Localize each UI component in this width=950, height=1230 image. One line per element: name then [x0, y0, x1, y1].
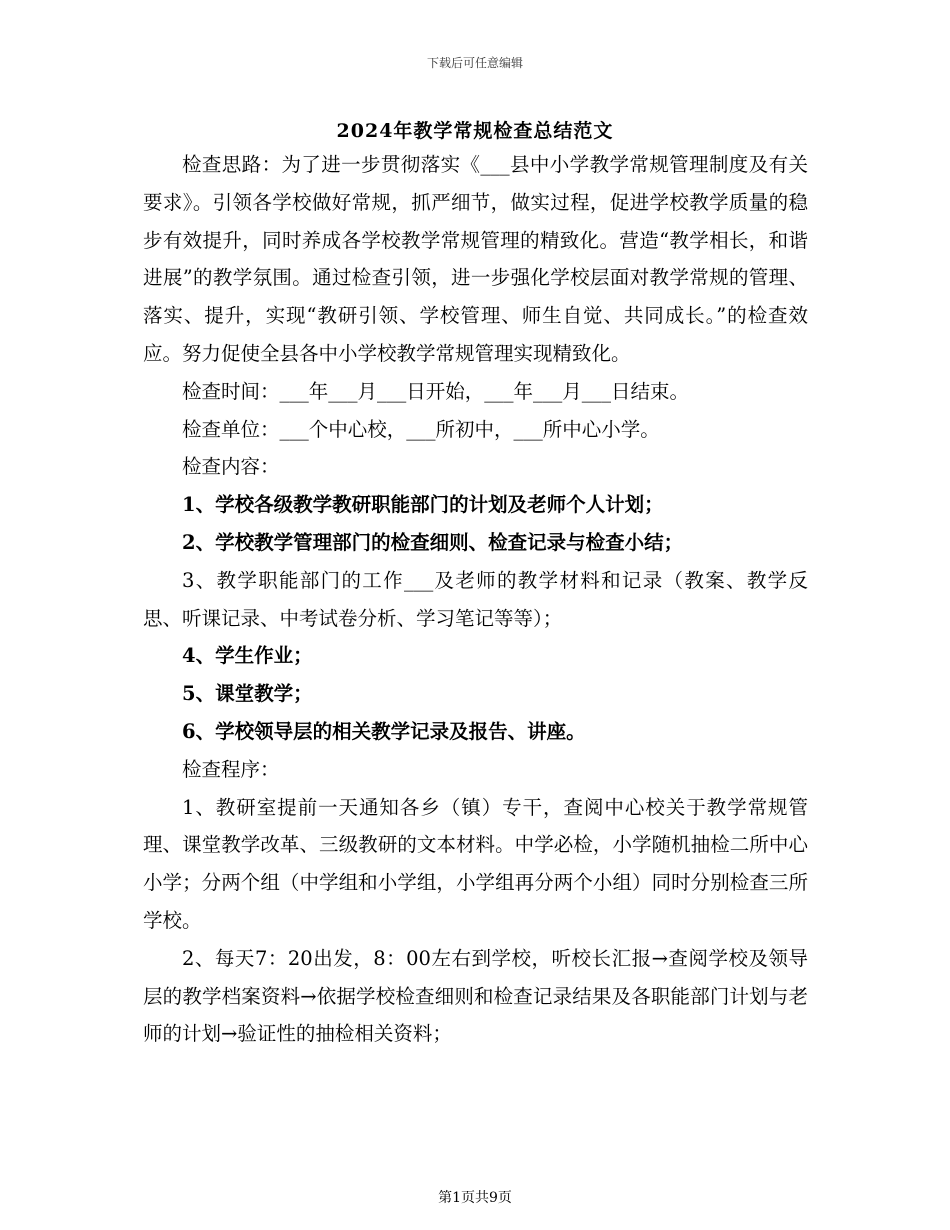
paragraph-time: 检查时间：___年___月___日开始，___年___月___日结束。 — [182, 379, 690, 403]
content-item-5: 5、课堂教学； — [182, 682, 313, 706]
procedure-item-2: 2、每天7：20出发，8：00左右到学校，听校长汇报→查阅学校及领导层的教学档案资料→依据学校检查细则和检查记录结果及各职能部门计划与老师的计划→验证性的抽检相关资料； — [143, 946, 808, 1046]
document-body — [143, 146, 808, 1053]
paragraph-intro: 检查思路：为了进一步贯彻落实《___县中小学教学常规管理制度及有关要求》。引领各学校做好常规，抓严细节，做实过程，促进学校教学质量的稳步有效提升，同时养成各学校教学常规管理的精致化。营造“教学相长，和谐进展”的教学氛围。通过检查引领，进一步强化学校层面对教学常规的管理、落实、提升，实现“教研引领、学校管理、师生自觉、共同成长。”的检查效应。努力促使全县各中小学校教学常规管理实现精致化。 — [143, 153, 808, 365]
paragraph-content-heading: 检查内容： — [182, 455, 280, 479]
procedure-item-1: 1、教研室提前一天通知各乡（镇）专干，查阅中心校关于教学常规管理、课堂教学改革、三级教研的文本材料。中学必检，小学随机抽检二所中心小学；分两个组（中学组和小学组，小学组再分两个小组）同时分别检查三所学校。 — [143, 795, 808, 932]
content-item-6: 6、学校领导层的相关教学记录及报告、讲座。 — [182, 719, 586, 743]
content-item-1: 1、学校各级教学教研职能部门的计划及老师个人计划； — [182, 493, 664, 517]
paragraph-procedure-heading: 检查程序： — [182, 757, 280, 781]
content-item-3: 3、教学职能部门的工作___及老师的教学材料和记录（教案、教学反思、听课记录、中考试卷分析、学习笔记等等）； — [143, 568, 808, 630]
document-title: 2024年教学常规检查总结范文 — [336, 120, 614, 142]
header-note: 下载后可任意编辑 — [426, 56, 523, 70]
content-item-4: 4、学生作业； — [182, 644, 313, 668]
content-item-2: 2、学校教学管理部门的检查细则、检查记录与检查小结； — [182, 530, 684, 554]
paragraph-units: 检查单位：___个中心校，___所初中，___所中心小学。 — [182, 417, 660, 441]
page-footer: 第1页共9页 — [438, 1190, 512, 1206]
